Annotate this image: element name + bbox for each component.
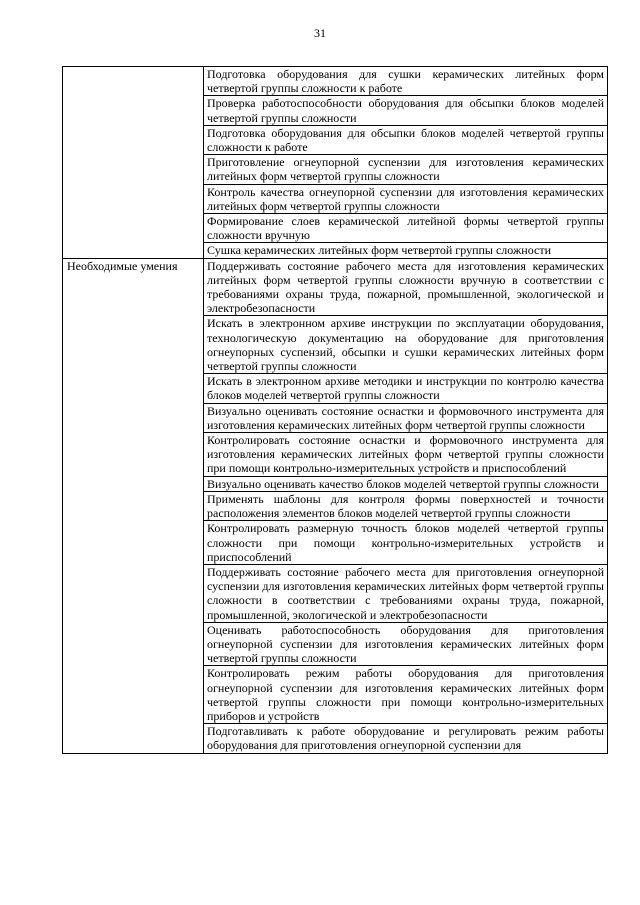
table-row: [63, 67, 608, 96]
skill-item: Искать в электронном архиве методики и инструкции по контролю качества блоков моделей четвертой группы сложности: [204, 374, 608, 403]
section-label: Необходимые умения: [63, 258, 204, 753]
action-item: Сушка керамических литейных форм четвертой группы сложности: [204, 243, 608, 258]
table-row: [63, 258, 608, 316]
action-item: Подготовка оборудования для обсыпки блоков моделей четвертой группы сложности к работе: [204, 125, 608, 154]
skill-item: Оценивать работоспособность оборудования для приготовления огнеупорной суспензии для изготовления керамических литейных форм четвертой группы сложности: [204, 622, 608, 666]
skill-item: Контролировать размерную точность блоков моделей четвертой группы сложности при помощи контрольно-измерительных устройств и приспособлений: [204, 521, 608, 565]
skill-item: Контролировать состояние оснастки и формовочного инструмента для изготовления керамических литейных форм четвертой группы сложности при помощи контрольно-измерительных устройств и приспособлений: [204, 433, 608, 477]
empty-label-cell: [63, 67, 204, 259]
skill-item: Поддерживать состояние рабочего места для изготовления керамических литейных форм четвертой группы сложности вручную в соответствии с требованиями охраны труда, пожарной, промышленной, экологической и электробезопасности: [204, 258, 608, 316]
skill-item: Применять шаблоны для контроля формы поверхностей и точности расположения элементов блоков моделей четвертой группы сложности: [204, 491, 608, 520]
skill-item: Подготавливать к работе оборудование и регулировать режим работы оборудования для приготовления огнеупорной суспензии для: [204, 724, 608, 753]
action-item: Подготовка оборудования для сушки керамических литейных форм четвертой группы сложности к работе: [204, 67, 608, 96]
skill-item: Искать в электронном архиве инструкции по эксплуатации оборудования, технологическую документацию на оборудование для приготовления огнеупорных суспензий, обсыпки и сушки керамических литейных форм четвертой группы сложности: [204, 316, 608, 374]
action-item: Контроль качества огнеупорной суспензии для изготовления керамических литейных форм четвертой группы сложности: [204, 184, 608, 213]
page-number: 31: [314, 26, 326, 40]
action-item: Проверка работоспособности оборудования для обсыпки блоков моделей четвертой группы сложности: [204, 96, 608, 125]
skill-item: Визуально оценивать состояние оснастки и формовочного инструмента для изготовления керамических литейных форм четвертой группы сложности: [204, 403, 608, 432]
skill-item: Визуально оценивать качество блоков моделей четвертой группы сложности: [204, 476, 608, 491]
skill-item: Поддерживать состояние рабочего места для приготовления огнеупорной суспензии для изготовления керамических литейных форм четвертой группы сложности в соответствии с требованиями охраны труда, пожарной, промышленной, экологической и электробезопасности: [204, 564, 608, 622]
skill-item: Контролировать режим работы оборудования для приготовления огнеупорной суспензии для изготовления керамических литейных форм четвертой группы сложности при помощи контрольно-измерительных приборов и устройств: [204, 666, 608, 724]
requirements-table: [62, 66, 608, 754]
action-item: Приготовление огнеупорной суспензии для изготовления керамических литейных форм четвертой группы сложности: [204, 155, 608, 184]
action-item: Формирование слоев керамической литейной формы четвертой группы сложности вручную: [204, 214, 608, 243]
